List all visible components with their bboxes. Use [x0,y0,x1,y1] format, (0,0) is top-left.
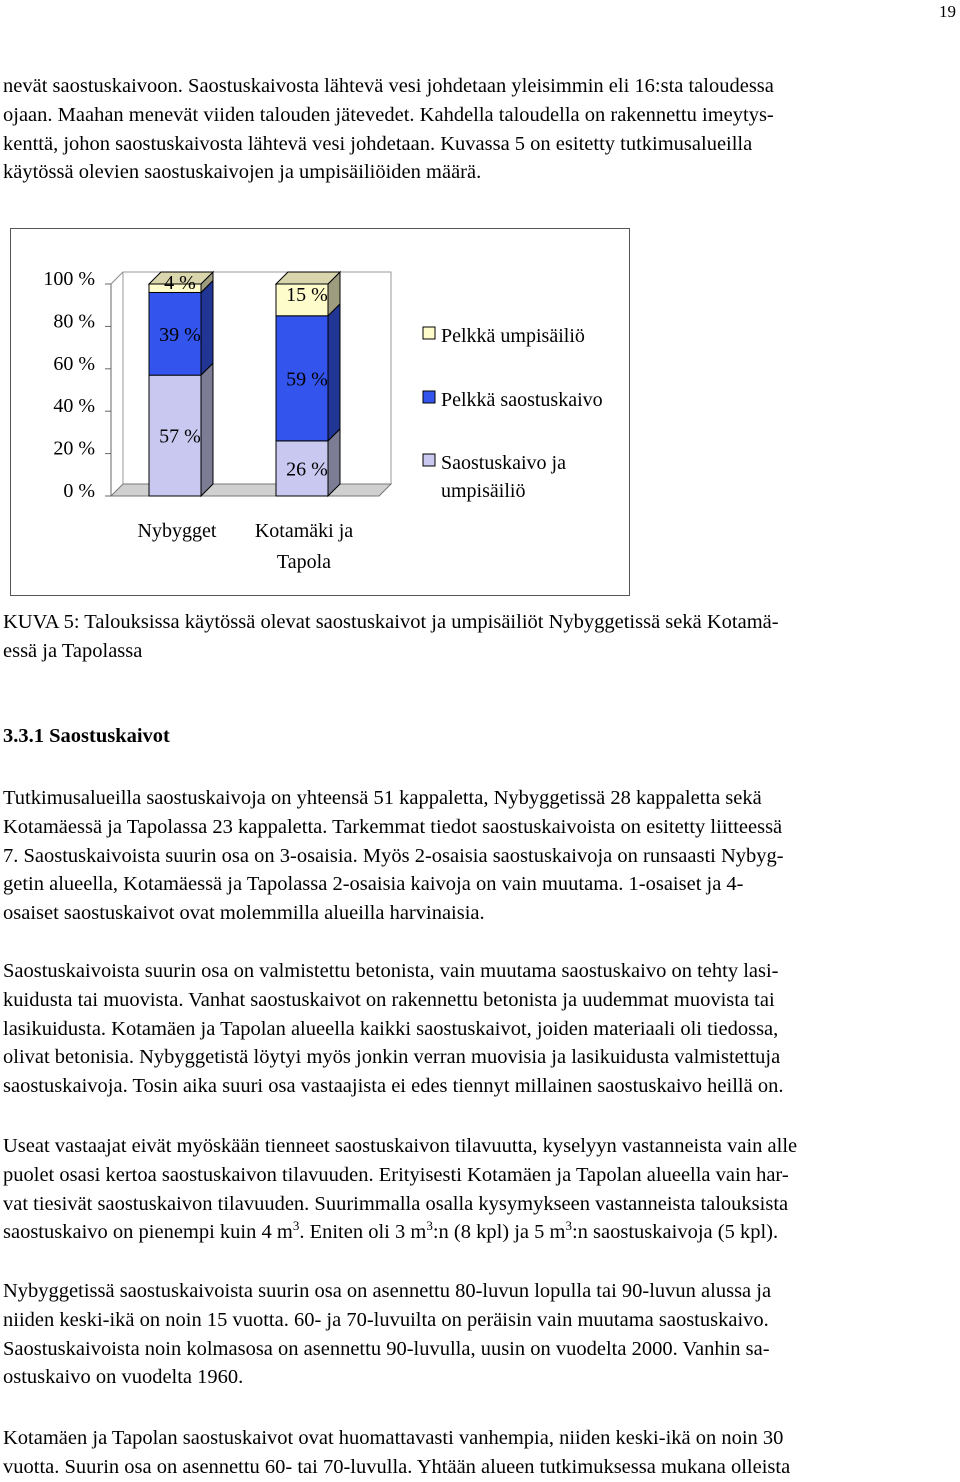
text-line [3,1218,951,1247]
paragraph-3 [3,1132,951,1247]
legend-swatch [423,327,435,339]
y-tick-label: 60 % [53,352,95,375]
text-line: saostuskaivoja. Tosin aika suuri osa vastaajista ei edes tiennyt millainen saostuskaivo heillä on. [3,1075,784,1098]
superscript: 3 [292,1218,300,1234]
superscript: 3 [565,1218,572,1234]
text-line: getin alueella, Kotamäessä ja Tapolassa 2-osaisia kaivoja on vain muutama. 1-osaiset ja 4- [3,873,744,896]
text-line: lasikuidusta. Kotamäen ja Tapolan alueella kaikki saostuskaivot, joiden materiaali oli tiedossa, [3,1017,779,1040]
data-label: 59 % [286,368,328,391]
text-line: olivat betonisia. Nybyggetistä löytyi myös jonkin verran muovisia ja lasikuidusta valmistettuja [3,1046,781,1069]
bar-segment-side [201,280,213,375]
y-tick-label: 0 % [63,480,95,502]
x-category-label: Nybygget [137,520,217,542]
chart-frame [10,228,630,596]
page-number: 19 [939,2,956,21]
text-line: Useat vastaajat eivät myöskään tienneet saostuskaivon tilavuutta, kyselyyn vastanneista vain alle [3,1135,798,1157]
text-line: Saostuskaivoista noin kolmasosa on asennettu 90-luvulla, uusin on vuodelta 2000. Vanhin sa- [3,1337,770,1360]
text-line: ostuskaivo on vuodelta 1960. [3,1366,244,1389]
data-label: 4 % [164,272,196,295]
y-axis-top-edge [111,272,123,284]
data-label: 57 % [159,425,201,448]
y-tick-label: 100 % [43,268,95,290]
bar-segment-side [328,304,340,441]
y-tick-label: 40 % [53,395,95,418]
text-line: vat tiesivät saostuskaivon tilavuuden. Suurimmalla osalla kysymykseen vastanneista talouksista [3,1192,789,1215]
legend-label: umpisäiliö [441,480,526,502]
bar-segment-top [276,272,340,284]
section-heading: 3.3.1 Saostuskaivot [3,725,170,747]
legend-label: Pelkkä umpisäiliö [441,325,585,347]
text-line: osaiset saostuskaivot ovat molemmilla alueilla harvinaisia. [3,902,485,925]
x-category-label: Kotamäki ja [254,520,354,542]
figure-caption [3,608,951,666]
data-label: 15 % [286,283,328,306]
text-line: Saostuskaivoista suurin osa on valmistettu betonista, vain muutama saostuskaivo on tehty lasi- [3,960,779,982]
superscript: 3 [426,1218,433,1234]
legend-swatch [423,454,435,466]
intro-paragraph [3,72,951,187]
data-label: 39 % [159,323,201,346]
x-category-label: Tapola [276,551,332,573]
stacked-bar-chart [11,229,631,597]
text-line: käytössä olevien saostuskaivojen ja umpisäiliöiden määrä. [3,161,482,184]
text-line: Kotamäessä ja Tapolassa 23 kappaletta. Tarkemmat tiedot saostuskaivoista on esitetty liitteessä [3,815,783,838]
text-line: kenttä, johon saostuskaivosta lähtevä vesi johdetaan. Kuvassa 5 on esitetty tutkimusalueilla [3,132,753,155]
bar-segment-side [201,363,213,496]
legend-swatch [423,391,435,403]
text-line: ojaan. Maahan menevät viiden talouden jätevedet. Kahdella taloudella on rakennettu imeytys- [3,103,774,126]
text-fragment: :n saostuskaivoja (5 kpl). [571,1221,779,1244]
paragraph-1 [3,784,951,928]
caption-line: KUVA 5: Talouksissa käytössä olevat saostuskaivot ja umpisäiliöt Nybyggetissä sekä Kotamä- [3,611,779,633]
text-line: Nybyggetissä saostuskaivoista suurin osa on asennettu 80-luvun lopulla tai 90-luvun alussa ja [3,1280,772,1302]
legend-label: Saostuskaivo ja [441,452,566,474]
paragraph-4 [3,1277,951,1392]
legend-label: Pelkkä saostuskaivo [441,389,603,411]
text-line: kuidusta tai muovista. Vanhat saostuskaivot on rakennettu betonista ja uudemmat muovista tai [3,988,775,1011]
text-line: nevät saostuskaivoon. Saostuskaivosta lähtevä vesi johdetaan yleisimmin eli 16:sta taloudessa [3,75,774,97]
text-fragment: :n (8 kpl) ja 5 m [432,1221,566,1244]
text-fragment: . Eniten oli 3 m [299,1221,427,1244]
paragraph-2 [3,957,951,1101]
text-line: puolet osasi kertoa saostuskaivon tilavuuden. Erityisesti Kotamäen ja Tapolan alueella vain har- [3,1163,789,1186]
paragraph-5 [3,1424,951,1482]
text-line: Tutkimusalueilla saostuskaivoja on yhteensä 51 kappaletta, Nybyggetissä 28 kappaletta sekä [3,787,762,809]
y-tick-label: 80 % [53,310,95,333]
text-line: 7. Saostuskaivoista suurin osa on 3-osaisia. Myös 2-osaisia saostuskaivoja on runsaasti Nybyg- [3,844,784,867]
text-line: Kotamäen ja Tapolan saostuskaivot ovat huomattavasti vanhempia, niiden keski-ikä on noin 30 [3,1427,784,1449]
caption-line: essä ja Tapolassa [3,639,143,662]
y-tick-label: 20 % [53,437,95,460]
text-fragment: saostuskaivo on pienempi kuin 4 m [3,1221,293,1244]
data-label: 26 % [286,458,328,481]
text-line: vuotta. Suurin osa on asennettu 60- tai 70-luvulla. Yhtään alueen tutkimuksessa mukana olleista [3,1455,791,1478]
text-line: niiden keski-ikä on noin 15 vuotta. 60- ja 70-luvuilta on peräisin vain muutama saostuskaivo. [3,1308,769,1331]
